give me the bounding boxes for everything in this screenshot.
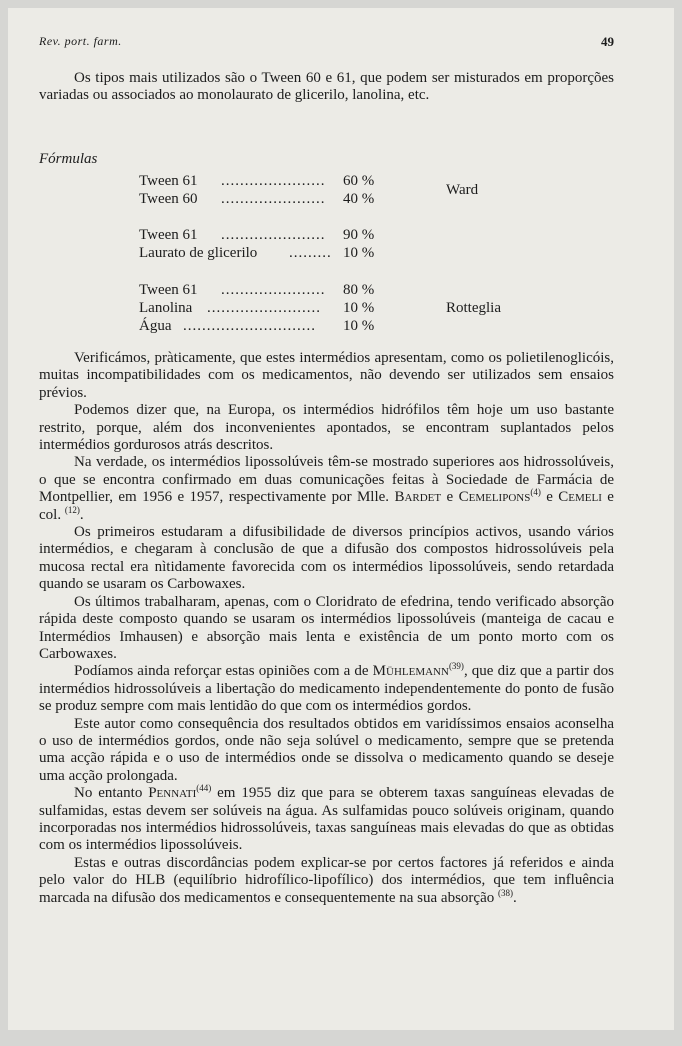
formula-author: Rotteglia [446, 300, 501, 316]
text-run: . [79, 506, 84, 523]
formula-row [139, 191, 399, 209]
paragraph [39, 454, 614, 524]
text-run: , que diz que a partir dos intermédios hidrossolúveis a libertação do medicamento independentemente do ponto de fusão se produz sempre com mais lentidão do que com os intermédios gordos. [39, 663, 614, 715]
text-run: em 1955 diz que para se obterem taxas sanguíneas elevadas de sulfamidas, estas devem ser solúveis na água. As sulfamidas pouco solúveis originam, quando incorporadas nos intermédios hidrossolúveis, taxas sanguíneas mais elevadas do que as obtidas com os intermédios lipossolúveis. [39, 785, 614, 854]
author-name: Pennati [148, 785, 197, 802]
page-number: 49 [601, 34, 614, 49]
ingredient-name: Tween 60 [139, 191, 198, 207]
text-run: Estas e outras discordâncias podem explicar-se por certos factores já referidos e ainda pelo valor do HLB (equilíbrio hidrofílico-lipofílico) dos intermédios, que tem influência marcada na difusão dos medicamentos e consequentemente na sua absorção [39, 854, 614, 906]
ingredient-name: Tween 61 [139, 282, 198, 298]
ingredient-percent: 10 % [343, 300, 375, 316]
paragraph: Os primeiros estudaram a difusibilidade de diversos princípios activos, usando vários intermédios, e chegaram à conclusão de que a difusão dos compostos hidrossolúveis pela mucosa rectal era nìtidamente favorecida com os intermédios lipossolúveis, sendo retardada quando se usaram os Carbowaxes. [39, 524, 614, 593]
leader-dots: ...................... [221, 227, 326, 243]
page-header [39, 34, 614, 54]
leader-dots: ...................... [221, 282, 326, 298]
leader-dots: ......... [289, 245, 332, 261]
formula-author: Ward [446, 182, 479, 198]
formulas-heading: Fórmulas [39, 151, 98, 167]
formula-row [139, 245, 399, 263]
formula-row [139, 227, 399, 245]
author-name: Bardet [394, 489, 442, 506]
author-name: Cemeli [558, 489, 602, 506]
ingredient-percent: 60 % [343, 173, 375, 189]
text-run: . [513, 889, 517, 906]
ingredient-name: Água [139, 318, 172, 334]
paragraph: Este autor como consequência dos resultados obtidos em varidíssimos ensaios aconselha o uso de intermédios gordos, onde não seja solúvel o medicamento, sempre que se pretenda uma acção rápida e o uso de intermédios onde se dissolva o medicamento quando se deseje uma acção prolongada. [39, 715, 614, 784]
ingredient-percent: 80 % [343, 282, 375, 298]
formula-row [139, 318, 399, 336]
intro-block [39, 70, 614, 105]
paragraph [39, 663, 614, 715]
ingredient-percent: 40 % [343, 191, 375, 207]
main-text [39, 350, 614, 907]
document-page [8, 8, 674, 1030]
author-name: Mühlemann [372, 663, 449, 680]
author-name: Cemelipons [458, 489, 531, 506]
text-run: Na verdade, os intermédios lipossolúveis têm-se mostrado superiores aos hidrossolúveis, o que se encontra confirmado em duas comunicações feitas à Sociedade de Farmácia de Montpellier, em 1956 e 1957, respectivamente por Mlle. [39, 454, 614, 506]
leader-dots: ...................... [221, 173, 326, 189]
formula-row [139, 300, 399, 318]
paragraph: Podemos dizer que, na Europa, os intermédios hidrófilos têm hoje um uso bastante restrito, porque, além dos inconvenientes apontados, se encontram suplantados pelos intermédios gordurosos atrás descritos. [39, 402, 614, 454]
formula-row [139, 173, 399, 191]
text-run: No entanto [74, 785, 149, 802]
ingredient-name: Laurato de glicerilo [139, 245, 258, 261]
formula-row [139, 282, 399, 300]
text-run: Podíamos ainda reforçar estas opiniões com a de [74, 663, 373, 680]
citation-ref: (12) [64, 504, 80, 515]
ingredient-percent: 90 % [343, 227, 375, 243]
citation-ref: (38) [498, 887, 513, 898]
journal-title: Rev. port. farm. [39, 34, 122, 48]
citation-ref: (44) [196, 783, 212, 794]
ingredient-name: Tween 61 [139, 173, 198, 189]
paragraph [39, 855, 614, 907]
intro-paragraph: Os tipos mais utilizados são o Tween 60 e 61, que podem ser misturados em proporções variadas ou associados ao monolaurato de glicerilo, lanolina, etc. [39, 70, 614, 104]
text-run: e [441, 489, 459, 506]
text-run: e [540, 489, 559, 506]
ingredient-name: Lanolina [139, 300, 193, 316]
citation-ref: (4) [530, 487, 541, 498]
paragraph: Os últimos trabalharam, apenas, com o Cloridrato de efedrina, tendo verificado absorção rápida deste composto quando se usaram os intermédios lipossolúveis (manteiga de cacau e Intermédios Imhausen) e absorção mais lenta e existência de um ponto morto com os Carbowaxes. [39, 593, 614, 662]
text-run: e col. [39, 489, 614, 523]
leader-dots: ........................ [207, 300, 321, 316]
ingredient-name: Tween 61 [139, 227, 198, 243]
leader-dots: ............................ [183, 318, 316, 334]
ingredient-percent: 10 % [343, 318, 375, 334]
citation-ref: (39) [448, 661, 464, 672]
ingredient-percent: 10 % [343, 245, 375, 261]
paragraph [39, 785, 614, 855]
leader-dots: ...................... [221, 191, 326, 207]
paragraph: Verificámos, pràticamente, que estes intermédios apresentam, como os polietilenoglicóis, muitas incompatibilidades com os medicamentos, não devendo ser utilizados sem ensaios prévios. [39, 350, 614, 401]
